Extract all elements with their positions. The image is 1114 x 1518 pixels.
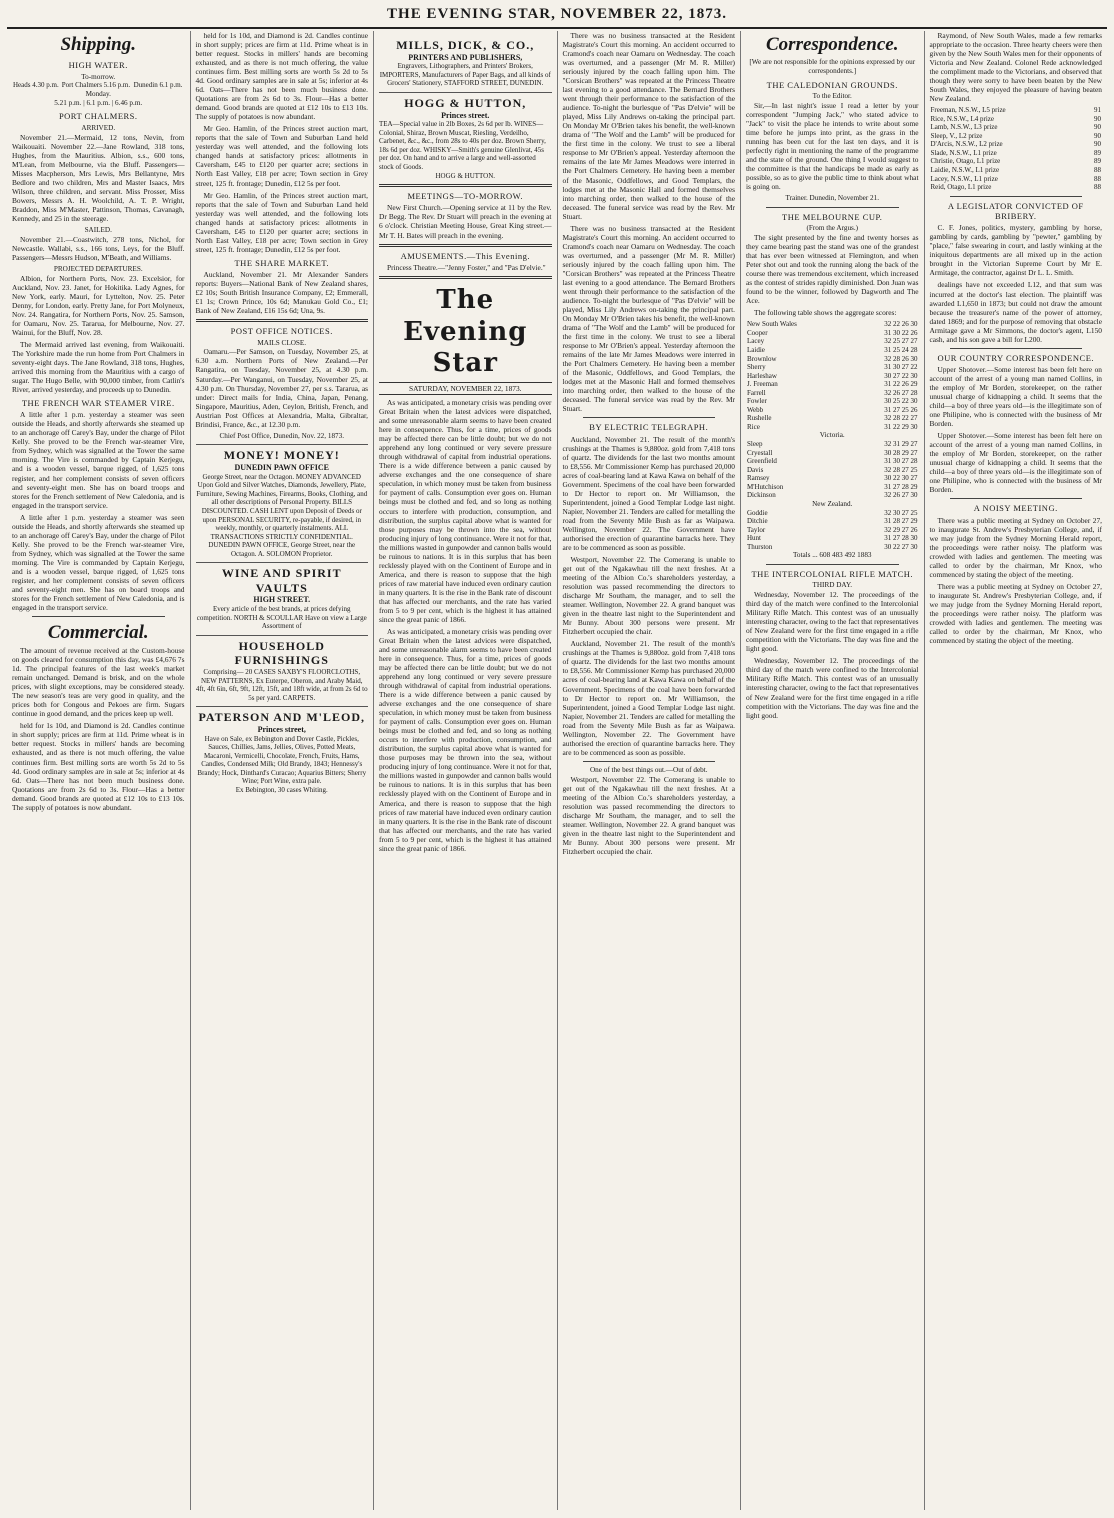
row-name: Lamb, N.S.W., L3 prize: [930, 123, 998, 132]
mills-dick-ad: [379, 35, 552, 88]
row-score: 32 31 29 27: [884, 440, 918, 449]
table-row: [746, 372, 919, 381]
telegraph-text-3: Auckland, November 21. The result of the month's crushings at the Thames is 9,880oz. gold from 7,418 tons of quartz. The dividends for the last two months amount to £8,556. Mr Commissioner Kemp has purchased 20,000 acres of coal-bearing land at Kawa Kawa on behalf of the Government. Specimens of the coal have been forwarded to Dr Hector to report on. Mr Williamson, the Superintendent, joined a Good Templar Lodge last night. Napier, November 21. Tenders are called for metalling the road from the Seventy Mile Bush as far as Waipawa. Wellington, November 22. The Government have authorised the erection of quarantine barracks here. They are to be commenced as soon as possible.: [562, 639, 735, 757]
noisy-text: There was a public meeting at Sydney on October 27, to inaugurate St. Andrew's Presbyterian College, and, if we may judge from the Sydney Morning Herald report, the proceedings were rather noisy. The platform was crowded with ladies and gentlemen. The meeting was called to order by the chairman, Mr Knox, who commenced by stating the object of the meeting.: [929, 515, 1102, 580]
wine-sub: HIGH STREET.: [253, 595, 311, 605]
table-row: [746, 474, 919, 483]
table-row: [746, 534, 919, 543]
share-market-heading: THE SHARE MARKET.: [234, 257, 330, 268]
row-score: 32 28 27 25: [884, 465, 918, 474]
score-table-victoria: [746, 440, 919, 500]
row-name: Laidie: [747, 345, 765, 354]
country-heading: OUR COUNTRY CORRESPONDENCE.: [937, 352, 1095, 363]
row-name: D'Arcis, N.S.W., L2 prize: [930, 140, 1003, 149]
row-name: Cryestall: [747, 448, 773, 457]
table-row: [746, 449, 919, 458]
table-row: [930, 149, 1103, 158]
row-name: Sherry: [747, 363, 766, 372]
row-score: 30 25 22 30: [884, 397, 918, 406]
cup-heading: THE MELBOURNE CUP.: [782, 211, 883, 222]
issue-date: SATURDAY, NOVEMBER 22, 1873.: [379, 382, 552, 395]
table-row: [746, 355, 919, 364]
rifle-sub: THIRD DAY.: [812, 581, 853, 590]
table-row: [930, 175, 1103, 184]
newspaper-page: [7, 4, 1107, 1510]
pawn-office-ad: [196, 444, 369, 558]
divider: [196, 319, 369, 322]
table-row: [746, 363, 919, 372]
debt-quip: One of the best things out.—Out of debt.: [589, 765, 708, 774]
row-score: 31 22 26 29: [884, 380, 918, 389]
row-score: 30 22 30 27: [884, 474, 918, 483]
french-war-text-2: A little after 1 p.m. yesterday a steamer was seen outside the Heads, and shortly afterwards she steamed up to an anchorage off Carey's Bay, under the charge of Pilot Kelly. She proved to be the French war-steamer Vire, from Sydney, which was signalled at the Tower the same morning. The Vire is commanded by Captain Kerjegu, and is a wooden vessel, barque rigged, of 1,625 tons register, and her complement consists of seven officers and seventy-eight men. She has on board troops and stores for the French settlement of New Caledonia, and is engaged in the transport service.: [12, 512, 185, 612]
totals-row: Totals ... 608 483 492 1883: [792, 551, 872, 560]
mills-sub: PRINTERS AND PUBLISHERS,: [408, 52, 523, 62]
divider: [950, 498, 1083, 499]
row-score: 31 22 29 30: [884, 422, 918, 431]
paterson-text: Have on Sale, ex Bebington and Dover Castle, Pickles, Sauces, Chillies, Jams, Jellies, Olives, Potted Meats, Macaroni, Vermicelli, Chocolate, French, Fruits, Hams, Candles, Condensed Milk; Old Brandy, 1843; Hennessy's Brandy; Hock, Dinthard's Curacao; Aquarius Bitters; Sherry Wine; Port Wine, extra pale.: [197, 734, 367, 786]
grounds-text: Sir,—In last night's issue I read a letter by your correspondent "Jumping Jack," who stated advice to "Jack" to visit the place he intends to write about some time before he jumps into print, as the grass in the running has been cut for the last ten days, and it is perfectly right in mentioning the name of the programme and the state of the ground. One thing I would suggest to the committee is that the handicaps be made as early as possible, so as to give the public time to think about what is going on.: [746, 100, 919, 192]
divider: [379, 184, 552, 187]
row-name: Christie, Otago, L1 prize: [930, 157, 1001, 166]
country-text-2: Upper Shotover.—Some interest has been felt here on account of the arrest of a young man named Collins, in the employ of Mr Borden, storekeeper, on the rather unusual charge of kidnapping a child. It seems that the child—a boy of three years old—is the illegitimate son of one Philipine, who is connected with the business of Mr Borden.: [929, 431, 1102, 495]
post-office-text: Oamaru.—Per Samson, on Tuesday, November 25, at 6.30 a.m. Northern Ports of New Zealand.—Per Rangatira, on Tuesday, November 25, at 4.30 p.m. Saturday.—Per Wanganui, on Tuesday, November 25, at 4.30 p.m. On Thursday, November 27, per s.s. Tararua, as under: Direct mails for India, China, Japan, Penang, Singapore, Mauritius, Aden, Ceylon, British, French, and Austrian Post Offices at Alexandria, Malta, Gibraltar, Brindisi, France, &c., at 12.30 p.m.: [195, 347, 368, 429]
table-intro: The following table shows the aggregate scores:: [754, 308, 897, 318]
row-score: 32 26 27 28: [884, 388, 918, 397]
cup-sub: (From the Argus.): [806, 224, 859, 233]
wine-title: WINE AND SPIRIT VAULTS: [221, 566, 342, 595]
row-score: 90: [1094, 114, 1101, 123]
divider: [583, 417, 716, 418]
row-name: Brownlow: [747, 354, 777, 363]
table-row: [746, 526, 919, 535]
country-text: Upper Shotover.—Some interest has been felt here on account of the arrest of a young man named Collins, in the employ of Mr Borden, storekeeper, on the rather unusual charge of kidnapping a child. It seems that the child—a boy of three years old—is the illegitimate son of one Philipine, who is connected with the business of Mr Borden.: [929, 365, 1102, 429]
row-name: Lacey, N.S.W., L1 prize: [930, 174, 998, 183]
money-sign: DUNEDIN PAWN OFFICE, George Street, near the Octagon. A. SOLOMON Proprietor.: [208, 541, 356, 558]
meetings-text: New First Church.—Opening service at 11 by the Rev. Dr Begg. The Rev. Dr Stuart will preach in the evening at 6 o'clock. Christian Meeting House, Great King street.—Mr T. H. Bates will preach in the evening.: [379, 203, 552, 240]
correspondence-note: [We are not responsible for the opinions expressed by our correspondents.]: [749, 58, 916, 75]
arrived-text: November 21.—Mermaid, 12 tons, Nevin, from Waikouaiti. November 22.—Jane Rowland, 318 tons, Hughes, from the Mauritius. Albion, s.s., 600 tons, M'Lean, from Melbourne, via the Bluff. Passengers—Misses Macpherson, Mrs Lewis, Mrs Bellantyne, Mrs Bedlore and two children, Mrs and Master Isaacs, Mrs Wilson, three children, and servant. Miss Prosser, Miss Bowers, Messrs A. H. Woolchild, A. T. P. Wright, Braddon, Miss M'Master, Pattinson, Thomas, Cavanagh, Kennedy, and 25 in the steerage.: [12, 132, 185, 223]
paterson-sign: Ex Bebington, 30 cases Whiting.: [235, 785, 328, 794]
row-name: J. Freeman: [747, 380, 778, 389]
divider: [950, 348, 1083, 349]
table-row: [746, 380, 919, 389]
table-row: [930, 132, 1103, 141]
paterson-sub: Princes street,: [257, 724, 306, 734]
tomorrow-label: To-morrow.: [81, 72, 116, 81]
table-row: [746, 483, 919, 492]
hogg-text: TEA—Special value in 2lb Boxes, 2s 6d per lb. WINES—Colonial, Shiraz, Brown Muscat, Riesling, Verdeilho, Carbenet, &c., &c., from 28s to 40s per doz. Brown Sherry, 18s 6d per doz. WHISKY—Smith's genuine Glenlivat, 45s per doz. On hand and to arrive a large and well-assorted stock of Goods.: [379, 120, 546, 171]
rifle-continued: Raymond, of New South Wales, made a few remarks appropriate to the occasion. Three hearty cheers were then given by the New South Wales men for their opponents of Victoria and New Zealand. Colonel Rede acknowledged the compliment made to the Victorians, and observed that though they were sorry to have been beaten by the New South Wales, they enjoyed the pleasure of having beaten New Zealand.: [929, 31, 1102, 104]
furnishings-ad: [196, 635, 369, 702]
row-score: 30 27 22 30: [884, 371, 918, 380]
row-name: Taylor: [747, 525, 766, 534]
telegraph-text: Auckland, November 21. The result of the month's crushings at the Thames is 9,880oz. gold from 7,418 tons of quartz. The dividends for the last two months amount to £8,556. Mr Commissioner Kemp has purchased 20,000 acres of coal-bearing land at Kawa Kawa on behalf of the Government. Specimens of the coal have been forwarded to Dr Hector to report on. Mr Williamson, the Superintendent, joined a Good Templar Lodge last night. Napier, November 21. Tenders are called for metalling the road from the Seventy Mile Bush as far as Waipawa. Wellington, November 22. The Government have authorised the erection of quarantine barracks here. They are to be commenced as soon as possible.: [562, 434, 735, 553]
cup-text: The sight presented by the fine and twenty horses as they came bearing past the stand was one of the grandest that has ever been witnessed at Flemington, and when Peter shot out and took the running along the back of the course there was tremendous excitement, which increased as the contest of strides rapidly diminished. Don Juan was found to be the winner, followed by Dagworth and The Ace.: [746, 233, 919, 306]
nz-heading: New Zealand.: [812, 499, 853, 508]
table-row: [930, 140, 1103, 149]
money-sub: DUNEDIN PAWN OFFICE: [234, 463, 330, 473]
table-row: [930, 106, 1103, 115]
table-row: [930, 157, 1103, 166]
row-score: 31 27 28 30: [884, 534, 918, 543]
meetings-heading: MEETINGS—TO-MORROW.: [407, 191, 524, 202]
divider: [379, 276, 552, 279]
tide-chalmers: Port Chalmers 5.16 p.m.: [61, 81, 131, 90]
row-score: 31 30 22 26: [884, 328, 918, 337]
table-row: [746, 517, 919, 526]
local-news-text-2: There was no business transacted at the Resident Magistrate's Court this morning. An accident occurred to Cramond's coach near Oamaru on Wednesday. The coach was overturned, and a passenger (Mr M. R. Miller) seriously injured by the coach falling upon him. The "Corsican Brothers" was repeated at the Princess Theatre last evening to a good attendance. The Bernard Brothers went through their performance to the satisfaction of the audience. To-night the burlesque of "Pas D'elvie" will be played, Miss Lily Andrews on-taking the principal part. On Monday Mr O'Brien takes his benefit, the well-known drama of "The Wolf and the Lamb" will be produced for the first time in the colony. We trust to see a liberal response to Mr O'Brien's appeal. Yesterday afternoon the remains of the late Mr James Meadows were interred in the Port Chalmers Cemetery. He having been a member of the Masonic, Oddfellows, and Good Templars, the lodges met at the Masonic Hall and formed themselves into marching order, then walked to the house of the deceased. The funeral service was read by the Rev. Mr Stuart.: [562, 223, 735, 414]
row-name: Slade, N.S.W., L1 prize: [930, 148, 997, 157]
mails-close-label: MAILS CLOSE.: [257, 338, 307, 347]
table-row: [746, 320, 919, 329]
column-2: [191, 31, 375, 1510]
shipping-news: The Mermaid arrived last evening, from Waikouaiti. The Yorkshire made the run home from Port Chalmers in seventy-eight days. The Jane Rowland, 318 tons, Hughes, arrived this morning from the Mauritius with a cargo of sugar. The Hugo Belle, with 90,000 timber, from Catlin's River, arrived yesterday, and proceeds up to Dunedin.: [12, 339, 185, 394]
share-market-text: Auckland, November 21. Mr Alexander Sanders reports: Buyers—National Bank of New Zealand shares, £2 10s; South British Insurance Company, £2; Emmerall, £1 1s; Crown Prince, 10s 6d; Manukau Gold Co., £1; Bank of New Zealand, £16 15s 6d; Una, 9s.: [195, 270, 368, 316]
paterson-title: PATERSON AND M'LEOD,: [198, 710, 366, 725]
row-name: Farrell: [747, 388, 766, 397]
table-row: [746, 543, 919, 552]
telegraph-heading: BY ELECTRIC TELEGRAPH.: [589, 422, 709, 433]
table-row: [930, 115, 1103, 124]
commercial-heading: Commercial.: [47, 621, 149, 643]
row-score: 31 27 25 26: [884, 405, 918, 414]
wine-vaults-ad: [196, 562, 369, 631]
sailed-heading: SAILED.: [84, 225, 112, 234]
editorial-text-2: As was anticipated, a monetary crisis was pending over Great Britain when the latest advices were dispatched, and some unreasonable alarm seems to have been created here in consequence. Thus, for a time, prices of goods may be affected there can be little doubt; but we do not apprehend any long continued or very severe pressure through withdrawal of capital from industrial operations. There is a wide difference between a panic caused by adverse exchanges and the one consequence of share speculation, in which money must be taken from business for payment of calls. Consumption ever goes on. Human beings must be clothed and fed, and so long as nothing occurs to interfere with production, consumption, and distribution, the surplus capital above what is wanted for those purposes may be thrown into the sea, without producing injury of long continuance. Were it not for that, the millions wasted in gunpowder and cannon balls would be ruinous to nations. It is in this surplus that has been recklessly played with on the Continent of Europe and in America, and there is reason to suppose that the high prices of raw material have induced even ordinary caution in many quarters. It is the rise in the Bank rate of discount that has affected our merchants, and the rate has varied from 5 to 9 per cent, which is the highest it has attained since the great panic of 1866.: [379, 626, 552, 853]
column-3: [374, 31, 558, 1510]
paper-title: The Evening Star: [403, 284, 528, 379]
row-score: 31 30 27 22: [884, 363, 918, 372]
row-score: 32 26 27 30: [884, 491, 918, 500]
rifle-heading: THE INTERCOLONIAL RIFLE MATCH.: [751, 569, 914, 580]
table-row: [746, 346, 919, 355]
telegraph-text-2: Westport, November 22. The Comerang is unable to get out of the Ngakawhau till the next freshes. At a meeting of the Albion Co.'s shareholders yesterday, a resolution was passed recommending the directors to discharge Mr Southam, the manager, and to sell the steamer. Wellington, November 22. A grand banquet was given in the theatre last night to the Superintendent and Mr Bunny. About 300 persons were present. Mr Fitzherbert occupied the chair.: [562, 555, 735, 637]
house-title: HOUSEHOLD FURNISHINGS: [234, 638, 329, 668]
column-4: [558, 31, 742, 1510]
divider: [379, 244, 552, 247]
table-row: [746, 397, 919, 406]
house-text: Comprising— 20 CASES SAXBY'S FLOORCLOTHS, NEW PATTERNS, Ex Euterpe, Oberon, and Araby Maid, 4ft, 4ft 6in, 6ft, 9ft, 12ft, 15ft, and 18ft wide, at from 2s 6d to 5s per yard. CARPETS.: [195, 668, 368, 702]
row-name: Reid, Otago, L1 prize: [930, 183, 992, 192]
land-sale-text: Mr Geo. Hamlin, of the Princes street auction mart, reports that the sale of Town and Suburban Land held yesterday was well attended, and the following lots changed hands at satisfactory prices: allotments in Caversham, £45 to £120 per quarter acre; sections in North East Valley, £18 per acre; Town section in Grey street, 125 ft. frontage; Dunedin, £12 5s per foot.: [195, 124, 368, 188]
row-name: Sleep: [747, 440, 763, 449]
wine-text: Every article of the best brands, at prices defying competition. NORTH & SCOULLAR Have on view a Large Assortment of: [196, 605, 367, 631]
row-score: 89: [1094, 148, 1101, 157]
row-name: Laidie, N.S.W., L1 prize: [930, 165, 1000, 174]
grounds-heading: THE CALEDONIAN GROUNDS.: [766, 79, 898, 90]
arrived-heading: ARRIVED.: [81, 123, 116, 132]
divider: [766, 564, 899, 565]
column-5: [741, 31, 925, 1510]
editorial-text: As was anticipated, a monetary crisis was pending over Great Britain when the latest advices were dispatched, and some unreasonable alarm seems to have been created here in consequence. Thus, for a time, prices of goods may be affected there can be little doubt; but we do not apprehend any long continued or very severe pressure through withdrawal of capital from industrial operations. There is a wide difference between a panic caused by adverse exchanges and the one consequence of share speculation, in which money must be taken from business for payment of calls. Consumption ever goes on. Human beings must be clothed and fed, and so long as nothing occurs to interfere with production, consumption, and distribution, the surplus capital above what is wanted for those purposes may be thrown into the sea, without producing injury of long continuance. Were it not for that, the millions wasted in gunpowder and cannon balls would be ruinous to nations. It is in this surplus that has been recklessly played with on the Continent of Europe and in America, and there is reason to suppose that the high prices of raw material have induced even ordinary caution in many quarters. It is the rise in the Bank rate of discount that has affected our merchants, and the rate has varied from 5 to 9 per cent, which is the highest it has attained since the great panic of 1866.: [379, 398, 552, 624]
money-title: MONEY! MONEY!: [223, 448, 340, 463]
row-name: Sleep, V., L2 prize: [930, 131, 983, 140]
row-score: 31 27 28 29: [884, 482, 918, 491]
row-name: Fowler: [747, 397, 767, 406]
commercial-text-2: held for 1s 10d, and Diamond is 2d. Candles continue in short supply; prices are firm at 11d. Prime wheat is in better request. Stocks in millers' hands are becoming exhausted, and as there is not much offering, the value continues firm. Best milling sorts are worth 5s 2d to 5s 4d. Good ordinary samples are in sale at 5s; inferior at 4s 6d. Oats—There has not been much business done. Quotations are from 2s 6d to 3s. Flour—Has a better demand. Good brands are quoted at £12 10s to £13 10s. The supply of potatoes is now abundant.: [12, 721, 185, 812]
row-score: 90: [1094, 140, 1101, 149]
masthead: THE EVENING STAR, NOVEMBER 22, 1873.: [7, 4, 1107, 29]
row-name: Dickinson: [747, 491, 776, 500]
table-row: [746, 509, 919, 518]
rifle-text-2: Wednesday, November 12. The proceedings of the third day of the match were confined to the Intercolonial Military Rifle Match. This contest was of an unusually interesting character, owing to the fact that representatives of New Zealand were for the first time engaged in a rifle competition with the Victorians. The day was fine and the light good.: [746, 656, 919, 720]
divider: [950, 196, 1083, 197]
row-name: Freeman, N.S.W., L5 prize: [930, 106, 1006, 115]
mills-title: MILLS, DICK, & CO.,: [396, 38, 535, 52]
legislator-heading: A LEGISLATOR CONVICTED OF BRIBERY.: [947, 200, 1084, 221]
row-score: 90: [1094, 123, 1101, 132]
row-name: Goddie: [747, 508, 768, 517]
local-news-text: There was no business transacted at the Resident Magistrate's Court this morning. An accident occurred to Cramond's coach near Oamaru on Wednesday. The coach was overturned, and a passenger (Mr M. R. Miller) seriously injured by the coach falling upon him. The "Corsican Brothers" was repeated at the Princess Theatre last evening to a good attendance. The Bernard Brothers went through their performance to the satisfaction of the audience. To-night the burlesque of "Pas D'elvie" will be played, Miss Lily Andrews on-taking the principal part. On Monday Mr O'Brien takes his benefit, the well-known drama of "The Wolf and the Lamb" will be produced for the first time in the colony. We trust to see a liberal response to Mr O'Brien's appeal. Yesterday afternoon the remains of the late Mr James Meadows were interred in the Port Chalmers Cemetery. He having been a member of the Masonic, Oddfellows, and Good Templars, the lodges met at the Masonic Hall and formed themselves into marching order, then walked to the house of the deceased. The funeral service was read by the Rev. Mr Stuart.: [562, 31, 735, 221]
table-row: [746, 466, 919, 475]
row-name: Greenfield: [747, 457, 777, 466]
row-score: 32 28 26 30: [884, 354, 918, 363]
tide-heads: Heads 4.30 p.m.: [13, 81, 59, 90]
noisy-heading: A NOISY MEETING.: [973, 503, 1058, 514]
victoria-heading: Victoria.: [819, 431, 845, 440]
table-row: [746, 457, 919, 466]
table-row: [746, 337, 919, 346]
row-name: Davis: [747, 465, 764, 474]
row-name: Thurston: [747, 542, 773, 551]
divider: [32, 616, 165, 617]
row-name: Rushelle: [747, 414, 772, 423]
table-row: [746, 389, 919, 398]
row-name: M'Hutchison: [747, 482, 784, 491]
table-row: [746, 440, 919, 449]
table-row: [746, 423, 919, 432]
tide-table: [12, 81, 185, 90]
grounds-sign: Trainer. Dunedin, November 21.: [785, 194, 880, 203]
divider: [766, 207, 899, 208]
shipping-heading: Shipping.: [60, 34, 136, 55]
divider: [583, 761, 716, 762]
row-name: Cooper: [747, 328, 768, 337]
row-score: 90: [1094, 131, 1101, 140]
row-name: Harleshaw: [747, 371, 777, 380]
correspondence-heading: Correspondence.: [766, 34, 899, 55]
commercial-text: The amount of revenue received at the Custom-house on goods cleared for consumption this day, was £4,676 7s 1d. The principal features of the last week's market remain unchanged. Demand is brisk, and on the whole prices, with slight exceptions, may be considered steady. The new season's teas are very good in quality, and the prices both for Congous and Pekoes are firm. Sugars continue in good demand, and the prices keep up well.: [12, 646, 185, 719]
columns: [7, 31, 1107, 1510]
commercial-continued: held for 1s 10d, and Diamond is 2d. Candles continue in short supply; prices are firm at 11d. Prime wheat is in better request. Stocks in millers' hands are becoming exhausted, and as there is not much offering, the value continues firm. Best milling sorts are worth 5s 2d to 5s 4d. Good ordinary samples are in sale at 5s; inferior at 4s 6d. Oats—There has not been much business done. Quotations are from 2s 6d to 3s. Flour—Has a better demand. Good brands are quoted at £12 10s to £13 10s. The supply of potatoes is now abundant.: [195, 31, 368, 122]
table-row: [746, 329, 919, 338]
monday-label: Monday.: [85, 89, 111, 98]
row-score: 32 28 22 27: [884, 414, 918, 423]
hogg-hutton-ad: [379, 92, 552, 180]
dealings-text: dealings have not exceeded L12, and that sum was incurred at the doctor's last election. The plaintiff was awarded L1,650 in 1873; but could not draw the amount because the treasurer's name of the power of attorney, dated 1869; and for the purpose of removing that obstacle Armitage gave a Mr Simmons, the doctor's agent, L150 cash, and his son gave a bill for L200.: [929, 280, 1102, 344]
column-1: [7, 31, 191, 1510]
row-name: Ramsey: [747, 474, 770, 483]
money-text: George Street, near the Octagon. MONEY ADVANCED Upon Gold and Silver Watches, Diamonds, Jewellery, Plate, Furniture, Sewing Machines, Firearms, Books, Clothing, and all other descriptions of Personal Property. BILLS DISCOUNTED. CASH LENT upon Deposit of Deeds or upon PERSONAL SECURITY, re-payable, if desired, in weekly, monthly, or quarterly instalments. ALL TRANSACTIONS STRICTLY CONFIDENTIAL.: [196, 472, 368, 541]
table-row: [746, 491, 919, 500]
row-score: 32 22 26 30: [884, 320, 918, 329]
telegraph-text-4: Westport, November 22. The Comerang is unable to get out of the Ngakawhau till the next freshes. At a meeting of the Albion Co.'s shareholders yesterday, a resolution was passed recommending the directors to discharge Mr Southam, the manager, and to sell the steamer. Wellington, November 22. A grand banquet was given in the theatre last night to the Superintendent and Mr Bunny. About 300 persons were present. Mr Fitzherbert occupied the chair.: [562, 774, 735, 856]
table-row: [930, 166, 1103, 175]
row-score: 32 25 27 27: [884, 337, 918, 346]
table-row: [930, 123, 1103, 132]
table-row: [930, 183, 1103, 192]
hogg-title: HOGG & HUTTON,: [404, 95, 527, 110]
row-score: 31 28 27 29: [884, 517, 918, 526]
legislator-text: C. F. Jones, politics, mystery, gambling by horse, gambling by cards, gambling by "pewter," gambling by "place," false swearing in court, and lastly winking at the iniquitous departments are all mixed up in the action brought in the Victorian Supreme Court by Mr E. Armitage, the contractor, against Dr L. L. Smith.: [929, 223, 1102, 278]
table-row: [746, 414, 919, 423]
grounds-to: To the Editor.: [812, 92, 852, 101]
row-score: 88: [1094, 165, 1101, 174]
french-war-text: A little after 1 p.m. yesterday a steamer was seen outside the Heads, and shortly afterwards she steamed up to an anchorage off Carey's Bay, under the charge of Pilot Kelly. She proved to be the French war-steamer Vire, from Sydney, which was signalled at the Tower the same morning. The Vire is commanded by Captain Kerjegu, and is a wooden vessel, barque rigged, of 1,625 tons register, and her complement consists of seven officers and seventy-eight men. She has on board troops and stores for the French settlement of New Caledonia, and is engaged in the transport service.: [12, 410, 185, 510]
amusements-text: Princess Theatre.—"Jenny Foster," and "Pas D'elvie.": [387, 262, 546, 272]
amusements-heading: AMUSEMENTS.—This Evening.: [400, 250, 530, 261]
french-war-heading: THE FRENCH WAR STEAMER VIRE.: [21, 397, 175, 408]
row-name: Lacey: [747, 337, 765, 346]
row-score: 31 25 24 28: [884, 345, 918, 354]
tide-dunedin: Dunedin 6.1 p.m.: [133, 81, 183, 90]
column-6: [925, 31, 1108, 1510]
row-name: Hunt: [747, 534, 761, 543]
hogg-sub: Princes street.: [441, 110, 490, 120]
score-table-nsw: [746, 320, 919, 431]
post-office-sign: Chief Post Office, Dunedin, Nov. 22, 1873.: [219, 431, 345, 440]
projected-heading: PROJECTED DEPARTURES.: [53, 264, 143, 273]
score-table-nz: [746, 509, 919, 552]
port-chalmers-heading: PORT CHALMERS.: [58, 111, 138, 122]
row-score: 31 30 27 28: [884, 457, 918, 466]
row-name: Webb: [747, 405, 764, 414]
rifle-text: Wednesday, November 12. The proceedings of the third day of the match were confined to the Intercolonial Military Rifle Match. This contest was of an unusually interesting character, owing to the fact that representatives of New Zealand were for the first time engaged in a rifle competition with the Victorians. The day was fine and the light good.: [746, 590, 919, 654]
sailed-text: November 21.—Coastwitch, 278 tons, Nichol, for Newcastle. Wallabi, s.s., 166 tons, Leys, for the Bluff. Passengers—Messrs Hudson, M'Beath, and Williams.: [12, 234, 185, 262]
row-name: Ditchie: [747, 517, 768, 526]
projected-text: Albion, for Northern Ports, Nov. 23. Excelsior, for Auckland, Nov. 23. Janet, for Hokitika. Lady Agnes, for New York, early. Mauri, for Lyttelton, Nov. 25. Peter Denny, for London, early. Pretty Jane, for Port Molyneux, Nov. 24. Rangatira, for Northern Ports, Nov. 25. Samson, for Oamaru, Nov. 25. Tararua, for Melbourne, Nov. 27. Wainui, for the Bluff, Nov. 28.: [12, 273, 185, 337]
row-name: New South Wales: [747, 320, 797, 329]
row-score: 88: [1094, 183, 1101, 192]
high-water-heading: HIGH WATER.: [68, 60, 128, 71]
row-name: Rice: [747, 422, 760, 431]
post-office-heading: POST OFFICE NOTICES.: [230, 326, 333, 337]
paterson-ad: [196, 706, 369, 794]
hogg-sign: HOGG & HUTTON.: [435, 171, 496, 180]
row-score: 88: [1094, 174, 1101, 183]
row-score: 30 28 29 27: [884, 448, 918, 457]
row-name: Rice, N.S.W., L4 prize: [930, 114, 995, 123]
row-score: 32 29 27 26: [884, 525, 918, 534]
mills-text: Engravers, Lithographers, and Printers' Brokers, IMPORTERS, Manufacturers of Paper Bags, and all kinds of Grocers' Stationery, STAFFORD STREET, DUNEDIN.: [379, 62, 551, 88]
row-score: 30 22 27 30: [884, 542, 918, 551]
table-row: [746, 406, 919, 415]
noisy-text-2: There was a public meeting at Sydney on October 27, to inaugurate St. Andrew's Presbyterian College, and, if we may judge from the Sydney Morning Herald report, the proceedings were rather noisy. The platform was crowded with ladies and gentlemen. The meeting was called to order by the chairman, Mr Knox, who commenced by stating the object of the meeting.: [929, 582, 1102, 646]
monday-times: 5.21 p.m. | 6.1 p.m. | 6.46 p.m.: [54, 98, 143, 107]
row-score: 32 30 27 25: [884, 508, 918, 517]
prize-table: [930, 106, 1103, 191]
row-score: 91: [1094, 106, 1101, 115]
land-sale-text-2: Mr Geo. Hamlin, of the Princes street auction mart, reports that the sale of Town and Suburban Land held yesterday was well attended, and the following lots changed hands at satisfactory prices: allotments in Caversham, £45 to £120 per quarter acre; sections in North East Valley, £18 per acre; Town section in Grey street, 125 ft. frontage; Dunedin, £12 5s per foot.: [195, 190, 368, 254]
row-score: 89: [1094, 157, 1101, 166]
